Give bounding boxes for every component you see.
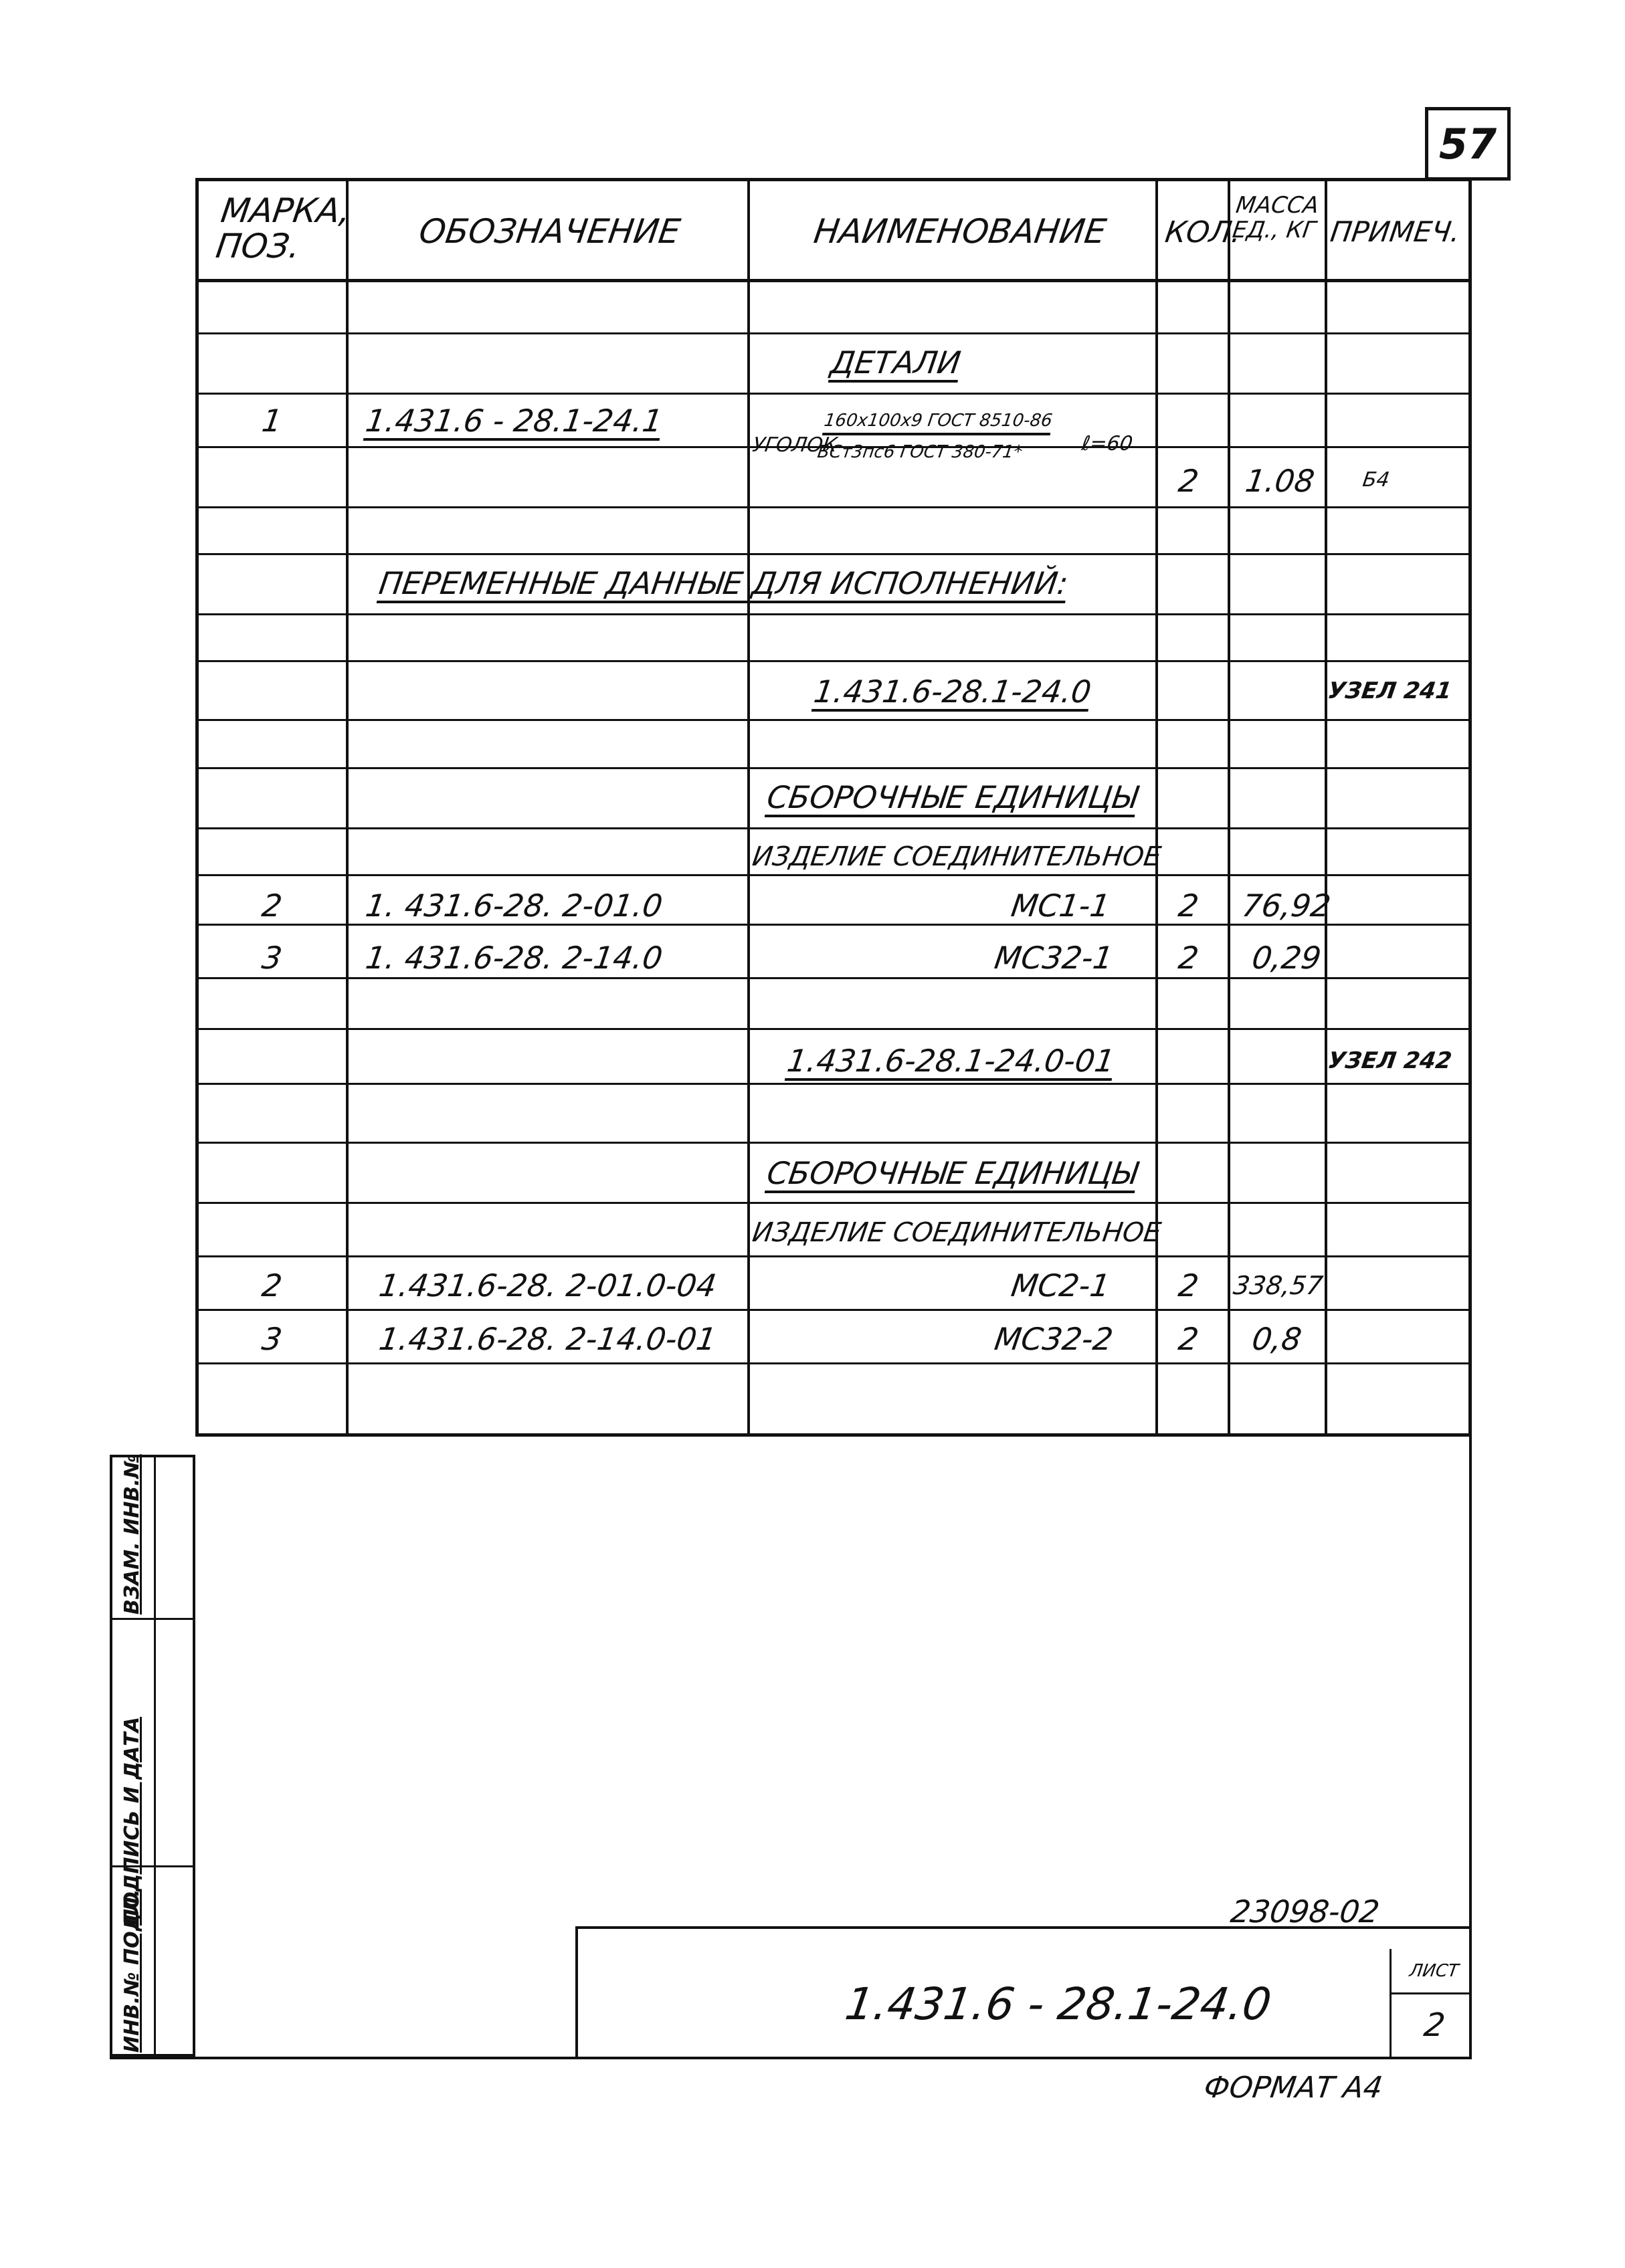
section-assembly1: СБОРОЧНЫЕ ЕДИНИЦЫ bbox=[765, 779, 1140, 815]
title-block bbox=[575, 1926, 1472, 2057]
part1-name-prefix: УГОЛОК bbox=[751, 433, 839, 457]
page-number: 57 bbox=[1425, 107, 1511, 181]
stamp-replace-inv: ВЗАМ. ИНВ.№ bbox=[120, 1454, 144, 1615]
row-divider bbox=[199, 1083, 1468, 1085]
header-designation: ОБОЗНАЧЕНИЕ bbox=[416, 212, 683, 251]
v1-row1-name: МС1-1 bbox=[1009, 888, 1113, 924]
section-variable-data: ПЕРЕМЕННЫЕ ДАННЫЕ ДЛЯ ИСПОЛНЕНИЙ: bbox=[377, 565, 1071, 601]
stamp-signature-date: ПОДПИСЬ И ДАТА bbox=[120, 1716, 144, 1926]
v1-row1-mark: 2 bbox=[260, 888, 285, 924]
row-divider bbox=[199, 506, 1468, 508]
part1-name-suffix: ℓ=60 bbox=[1080, 432, 1135, 455]
strip-divider bbox=[112, 1618, 193, 1620]
v2-row2-qty: 2 bbox=[1176, 1321, 1202, 1357]
header-divider bbox=[199, 279, 1468, 282]
v2-row1-mass: 338,57 bbox=[1231, 1271, 1325, 1300]
v2-row2-mark: 3 bbox=[260, 1321, 285, 1357]
header-mark: МАРКА, ПОЗ. bbox=[213, 191, 353, 266]
v1-row2-name: МС32-1 bbox=[992, 940, 1116, 976]
sheet-number: 2 bbox=[1422, 2006, 1448, 2044]
row-divider bbox=[199, 1028, 1468, 1030]
variant1-note: УЗЕЛ 241 bbox=[1326, 678, 1454, 704]
part1-name-top: 160x100x9 ГОСТ 8510-86 bbox=[822, 411, 1054, 431]
specification-table bbox=[195, 178, 1472, 1437]
row-divider bbox=[199, 553, 1468, 555]
v1-row1-mass: 76,92 bbox=[1240, 888, 1333, 924]
v2-row1-name: МС2-1 bbox=[1009, 1267, 1113, 1304]
col-divider bbox=[1228, 181, 1230, 1433]
row-divider bbox=[199, 613, 1468, 615]
section-assembly2: СБОРОЧНЫЕ ЕДИНИЦЫ bbox=[765, 1155, 1140, 1191]
v2-row1-designation: 1.431.6-28. 2-01.0-04 bbox=[377, 1267, 719, 1304]
part1-designation: 1.431.6 - 28.1-24.1 bbox=[363, 403, 665, 439]
part1-note: Б4 bbox=[1361, 468, 1392, 492]
strip-divider bbox=[154, 1457, 156, 2054]
section-product2: ИЗДЕЛИЕ СОЕДИНИТЕЛЬНОЕ bbox=[750, 1217, 1163, 1248]
v1-row2-mass: 0,29 bbox=[1250, 940, 1324, 976]
variant2-note: УЗЕЛ 242 bbox=[1326, 1047, 1454, 1074]
row-divider bbox=[199, 719, 1468, 721]
format-label: ФОРМАТ А4 bbox=[1202, 2071, 1385, 2105]
stamp-inv-original: ИНВ.№ ПОДЛ. bbox=[120, 1889, 144, 2053]
part1-mass: 1.08 bbox=[1243, 463, 1317, 499]
row-divider bbox=[199, 1362, 1468, 1364]
v1-row2-designation: 1. 431.6-28. 2-14.0 bbox=[363, 940, 665, 976]
row-divider bbox=[199, 1142, 1468, 1144]
section-product1: ИЗДЕЛИЕ СОЕДИНИТЕЛЬНОЕ bbox=[750, 841, 1163, 872]
header-name: НАИМЕНОВАНИЕ bbox=[811, 212, 1109, 251]
col-divider bbox=[1325, 181, 1327, 1433]
v2-row2-designation: 1.431.6-28. 2-14.0-01 bbox=[377, 1321, 719, 1357]
row-divider bbox=[199, 977, 1468, 979]
row-divider bbox=[199, 874, 1468, 876]
variant1-code: 1.431.6-28.1-24.0 bbox=[811, 674, 1094, 710]
frame-bottom-edge bbox=[110, 2057, 1472, 2059]
v1-row1-qty: 2 bbox=[1176, 888, 1202, 924]
section-details: ДЕТАЛИ bbox=[828, 344, 963, 381]
row-divider bbox=[199, 1202, 1468, 1204]
v2-row1-qty: 2 bbox=[1176, 1267, 1202, 1304]
header-mass: МАССА ЕД., КГ bbox=[1230, 192, 1321, 244]
v1-row2-qty: 2 bbox=[1176, 940, 1202, 976]
col-divider bbox=[747, 181, 750, 1433]
row-divider bbox=[199, 827, 1468, 829]
v2-row1-mark: 2 bbox=[260, 1267, 285, 1304]
row-divider bbox=[199, 1255, 1468, 1257]
part1-name-bottom: ВСт3пс6 ГОСТ 380-71* bbox=[816, 442, 1024, 462]
v2-row2-name: МС32-2 bbox=[992, 1321, 1116, 1357]
stamp-strip bbox=[110, 1455, 195, 2057]
archive-number: 23098-02 bbox=[1228, 1893, 1382, 1930]
header-qty: КОЛ. bbox=[1163, 215, 1244, 249]
sheet-label: ЛИСТ bbox=[1408, 1961, 1460, 1981]
part1-mark: 1 bbox=[260, 403, 285, 439]
row-divider bbox=[199, 924, 1468, 926]
row-divider bbox=[199, 393, 1468, 395]
v1-row2-mark: 3 bbox=[260, 940, 285, 976]
part1-qty: 2 bbox=[1176, 463, 1202, 499]
row-divider bbox=[199, 767, 1468, 769]
sheet-divider bbox=[1392, 1992, 1472, 1994]
document-code: 1.431.6 - 28.1-24.0 bbox=[842, 1978, 1274, 2030]
header-note: ПРИМЕЧ. bbox=[1328, 215, 1462, 248]
row-divider bbox=[199, 1309, 1468, 1311]
v2-row2-mass: 0,8 bbox=[1250, 1321, 1304, 1357]
variant2-code: 1.431.6-28.1-24.0-01 bbox=[785, 1043, 1117, 1079]
col-divider bbox=[346, 181, 349, 1433]
row-divider bbox=[199, 332, 1468, 334]
v1-row1-designation: 1. 431.6-28. 2-01.0 bbox=[363, 888, 665, 924]
row-divider bbox=[199, 660, 1468, 662]
